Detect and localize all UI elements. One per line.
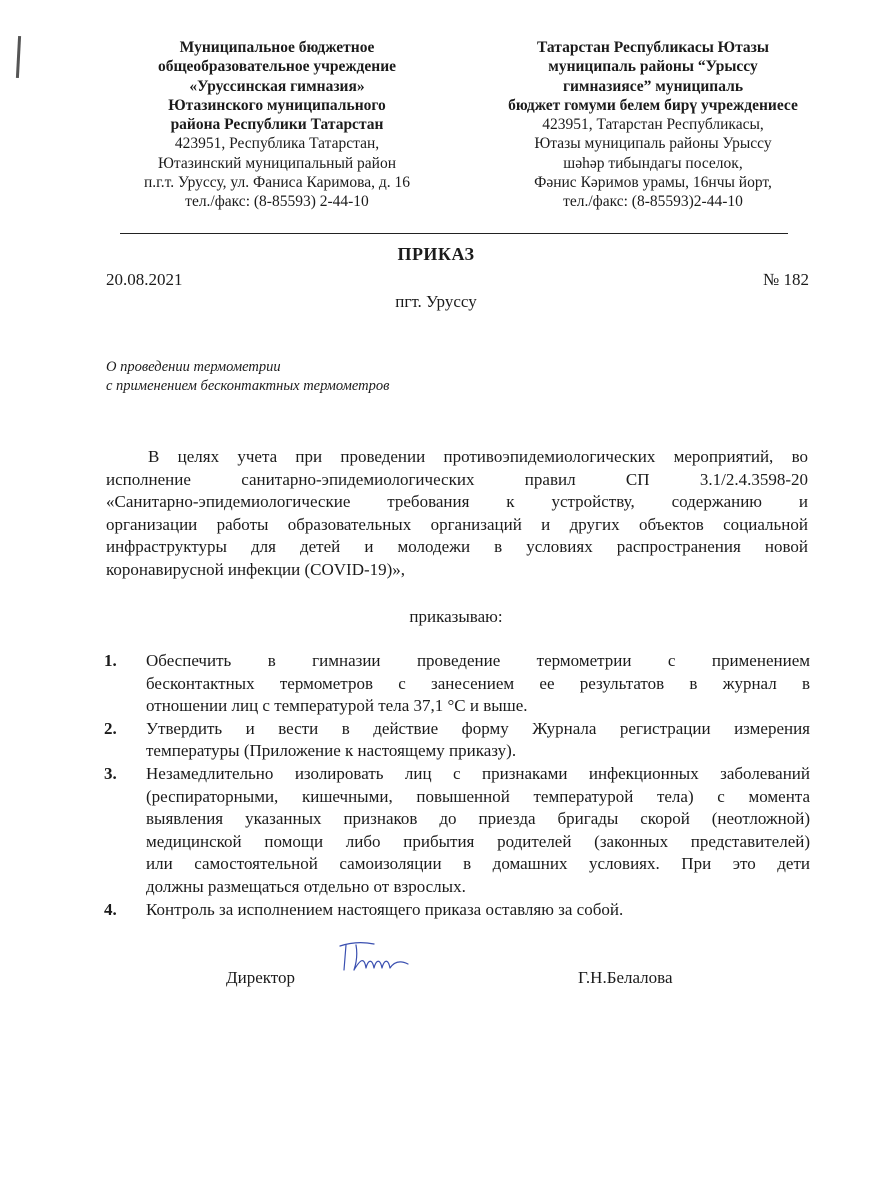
header-line: «Уруссинская гимназия»: [189, 77, 365, 95]
header-line: бюджет гомуми белем бирү учреждениесе: [508, 96, 798, 114]
preamble-line: исполнение санитарно-эпидемиологических правил СП 3.1/2.4.3598-20: [106, 469, 808, 489]
header-line: тел./факс: (8-85593)2-44-10: [563, 193, 743, 211]
margin-pen-mark: [16, 36, 21, 78]
header-line: Фәнис Кәримов урамы, 16нчы йорт,: [534, 174, 772, 192]
director-signature: [334, 936, 414, 984]
subject-line: О проведении термометрии: [106, 359, 281, 375]
order-item-line: Обеспечить в гимназии проведение термометрии с применением: [146, 651, 810, 670]
header-line: Ютазинский муниципальный район: [157, 154, 397, 172]
order-item-line: должны размещаться отдельно от взрослых.: [146, 876, 466, 896]
header-line: 423951, Татарстан Республикасы,: [542, 116, 764, 134]
order-item-number: 1.: [104, 651, 117, 670]
header-line: Ютазы муниципаль районы Урыссу: [534, 135, 772, 153]
order-item: [104, 899, 810, 922]
header-left-russian: [112, 38, 442, 212]
order-item-line: медицинской помощи либо прибытия родителей (законных представителей): [146, 831, 810, 851]
header-line: 423951, Республика Татарстан,: [174, 135, 380, 153]
preamble-line: В целях учета при проведении противоэпидемиологических мероприятий, во: [148, 447, 808, 466]
header-line: тел./факс: (8-85593) 2-44-10: [185, 193, 369, 211]
header-divider: [120, 233, 788, 234]
header-right-tatar: [468, 38, 838, 212]
order-item-number: 3.: [104, 763, 117, 783]
order-item-line: бесконтактных термометров с занесением ее результатов в журнал в: [146, 673, 810, 693]
subject-line: с применением бесконтактных термометров: [106, 378, 390, 394]
order-item: [104, 650, 810, 718]
order-item-line: выявления указанных признаков до приезда бригады скорой (неотложной): [146, 809, 810, 829]
document-place: пгт. Уруссу: [395, 292, 477, 311]
order-word: приказываю:: [409, 607, 503, 626]
document-date: 20.08.2021: [106, 270, 183, 289]
order-item-line: (респираторными, кишечными, повышенной температурой тела) с момента: [146, 786, 810, 806]
header-line: муниципаль районы “Урыссу: [548, 58, 758, 76]
header-line: Муниципальное бюджетное: [179, 39, 375, 56]
header-line: района Республики Татарстан: [170, 116, 384, 134]
preamble-line: организации работы образовательных организаций и других объектов социальной: [106, 514, 808, 534]
header-line: п.г.т. Уруссу, ул. Фаниса Каримова, д. 16: [143, 174, 410, 192]
header-line: общеобразовательное учреждение: [157, 58, 397, 76]
header-line: шәһәр тибындагы поселок,: [563, 154, 743, 172]
preamble-line: «Санитарно-эпидемиологические требования к устройству, содержанию и: [106, 492, 808, 512]
signer-title: Директор: [226, 968, 295, 987]
header-line: гимназиясе” муниципаль: [562, 77, 744, 95]
order-item-line: отношении лиц с температурой тела 37,1 °С и выше.: [146, 696, 528, 716]
order-item-number: 2.: [104, 718, 117, 738]
order-item-line: Незамедлительно изолировать лиц с признаками инфекционных заболеваний: [146, 763, 810, 783]
order-item-line: или самостоятельной самоизоляции в домашних условиях. При это дети: [146, 854, 810, 874]
preamble-line: инфраструктуры для детей и молодежи в условиях распространения новой: [106, 537, 808, 557]
header-line: Ютазинского муниципального: [168, 96, 386, 114]
order-item: [104, 763, 810, 899]
document-number: № 182: [763, 270, 809, 289]
order-item: [104, 718, 810, 763]
document-title: ПРИКАЗ: [397, 244, 475, 264]
document-subject: [106, 358, 389, 396]
order-item-line: Контроль за исполнением настоящего приказа оставляю за собой.: [146, 899, 624, 919]
order-item-number: 4.: [104, 899, 117, 919]
signer-name: Г.Н.Белалова: [578, 968, 673, 987]
header-line: Татарстан Республикасы Ютазы: [536, 39, 770, 56]
preamble-paragraph: [106, 446, 808, 582]
order-item-line: Утвердить и вести в действие форму Журнала регистрации измерения: [146, 718, 810, 738]
order-item-line: температуры (Приложение к настоящему приказу).: [146, 741, 517, 761]
preamble-line: коронавирусной инфекции (COVID-19)»,: [106, 559, 406, 579]
order-items-list: [104, 650, 810, 921]
